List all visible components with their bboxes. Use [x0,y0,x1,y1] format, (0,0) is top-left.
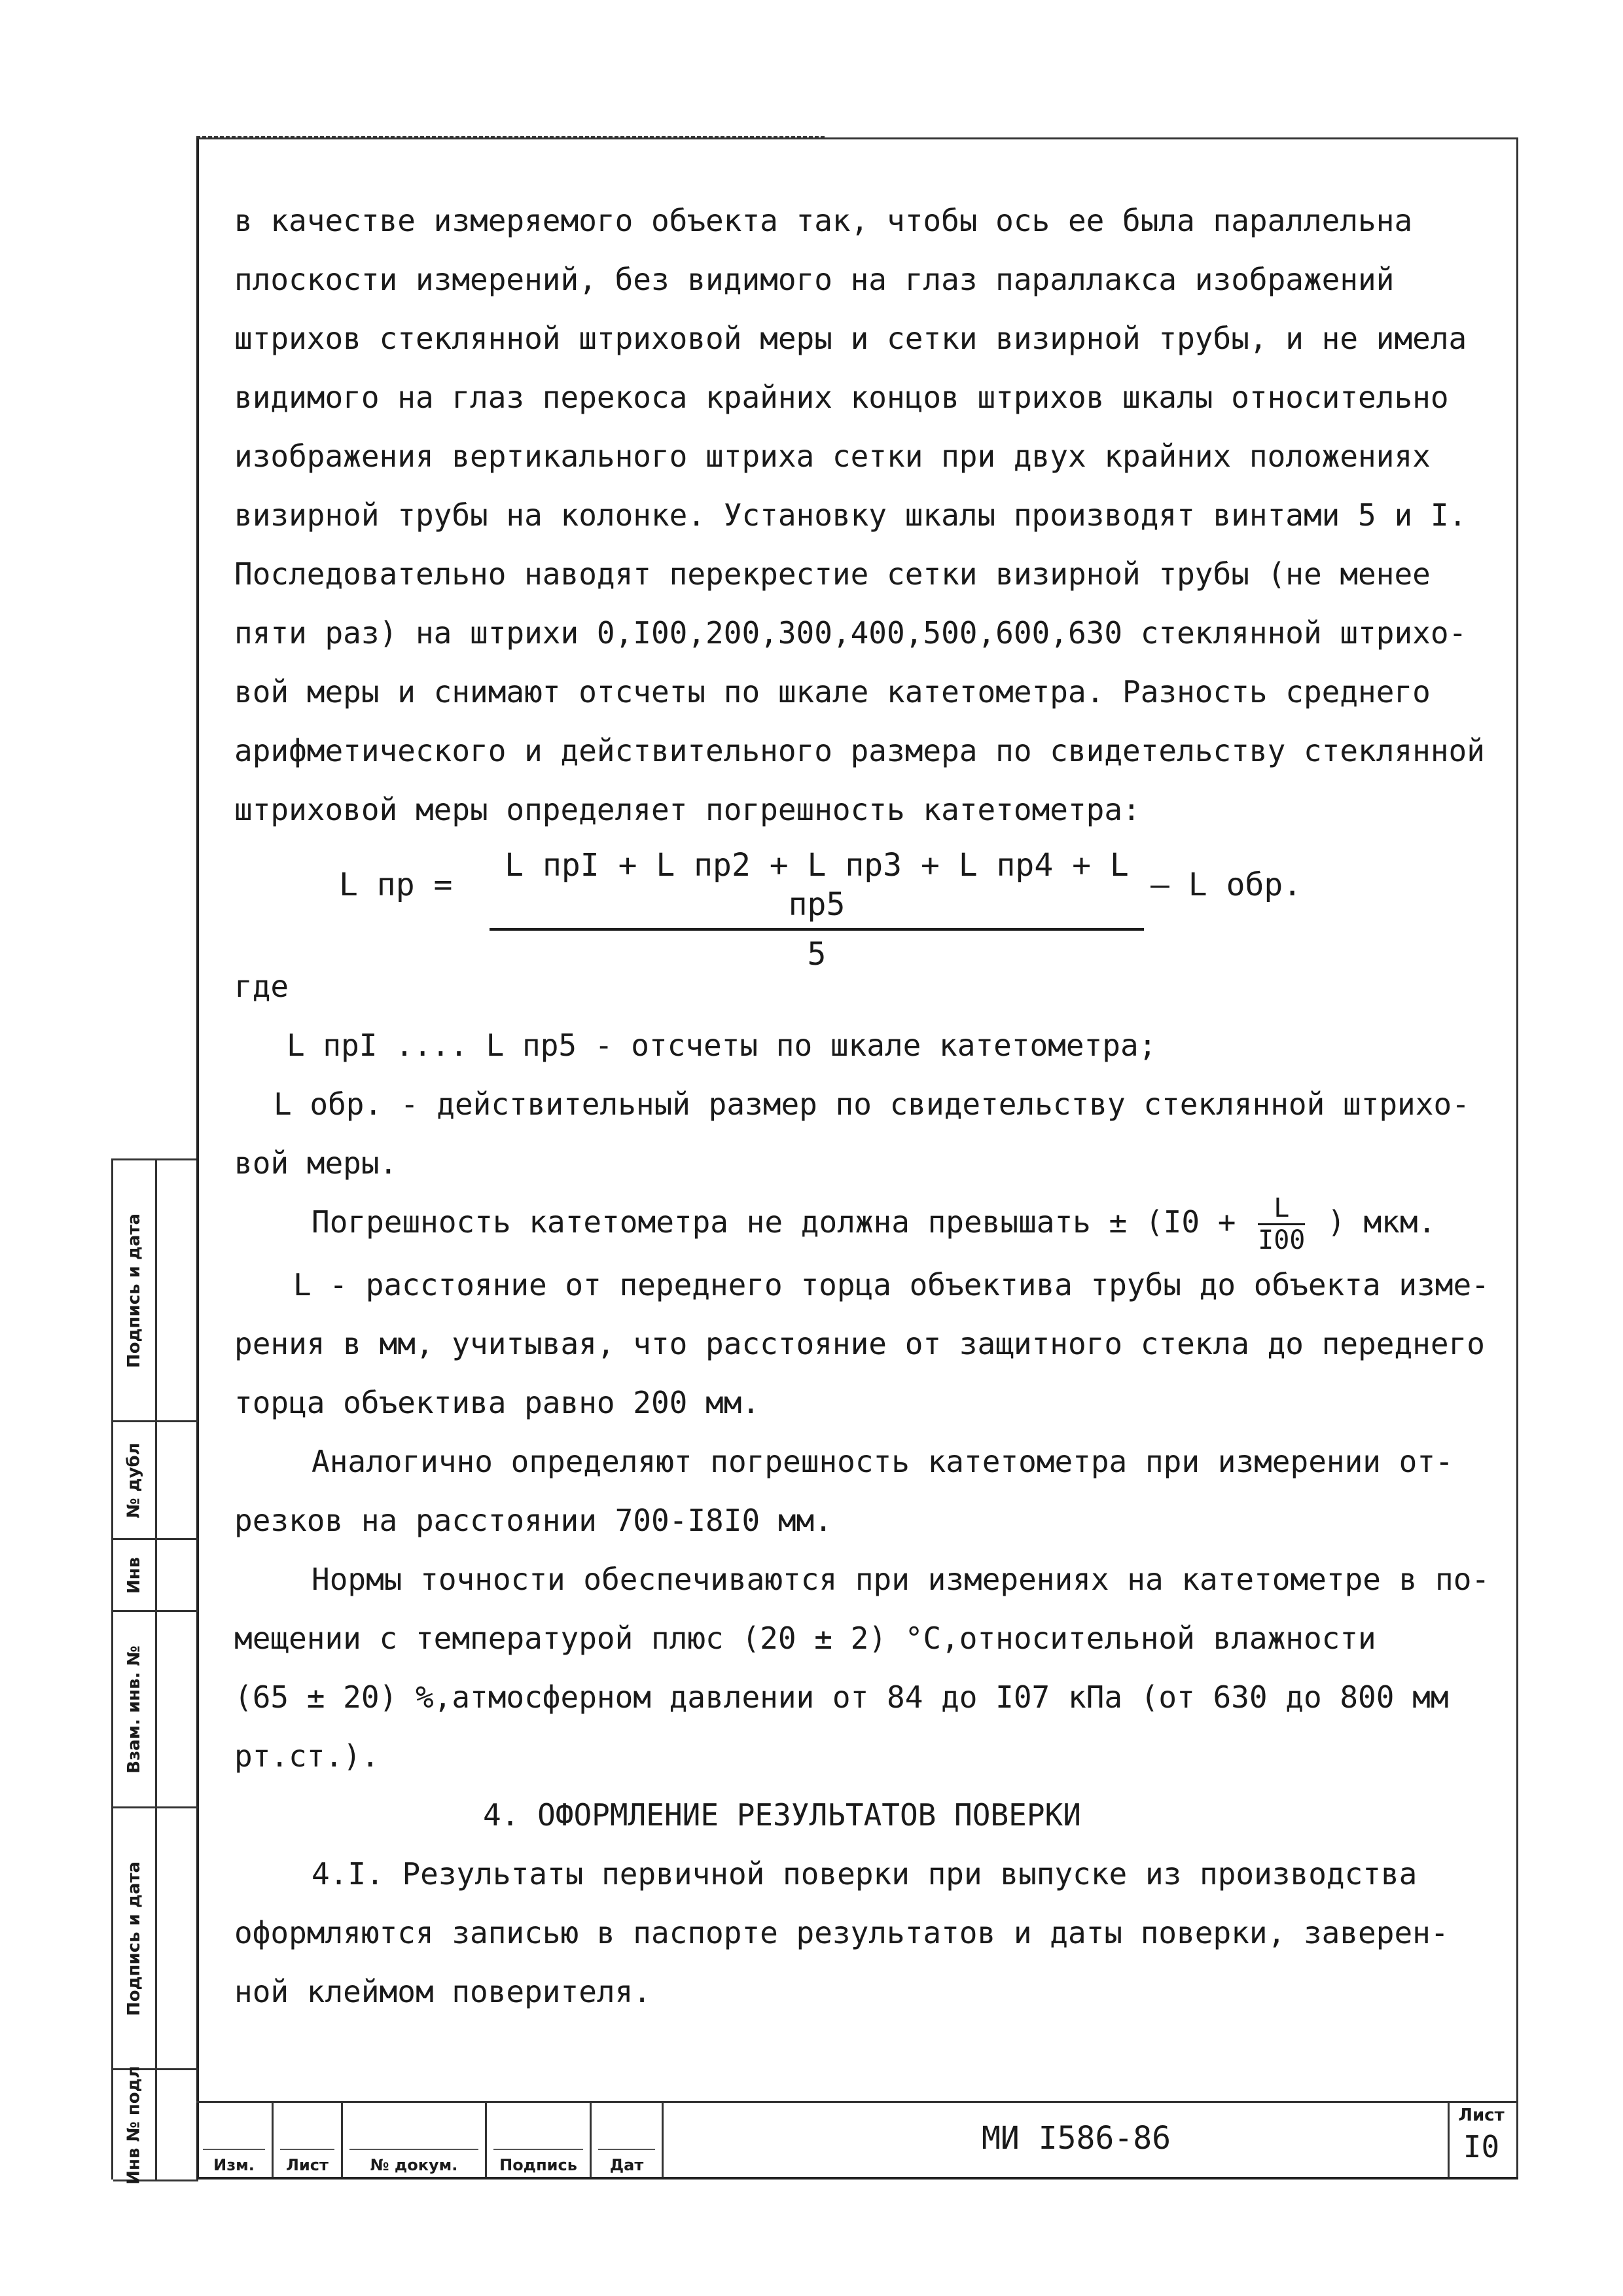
body-line: штриховой меры определяет погрешность катетометра: [234,792,1141,827]
definition-reference: L обр. - действительный размер по свидетельству стеклянной штрихо- [274,1086,1470,1122]
formula-denominator: 5 [807,936,827,973]
title-block [196,2101,1518,2179]
formula-lhs: L пр = [339,867,453,903]
analog-line: Аналогично определяют погрешность катетометра при измерении от- [312,1444,1454,1479]
error-limit-unit: ) мкм. [1327,1204,1436,1240]
side-label: Инв [124,1556,144,1594]
error-frac-denominator: I00 [1258,1225,1306,1255]
side-cell-inv [113,1540,198,1612]
where-label: где [234,969,289,1004]
sheet-number: I0 [1463,2129,1500,2164]
side-label: Инв № подл [124,2065,144,2185]
analog-line: резков на расстоянии 700-I8I0 мм. [234,1503,832,1538]
side-cell-inv-orig [113,2065,198,2185]
body-line: видимого на глаз перекоса крайних концов штрихов шкалы относительно [234,380,1449,415]
norms-line: мещении с температурой плюс (20 ± 2) °С,относительной влажности [234,1621,1376,1656]
distance-line: рения в мм, учитывая, что расстояние от защитного стекла до переднего [234,1326,1485,1361]
section-line: ной клеймом поверителя. [234,1974,651,2009]
side-label: Подпись и дата [124,1213,145,1368]
body-line: пяти раз) на штрихи 0,I00,200,300,400,500,600,630 стеклянной штрихо- [234,615,1467,651]
norms-line: (65 ± 20) %,атмосферном давлении от 84 до I07 кПа (от 630 до 800 мм [234,1679,1449,1715]
body-line: изображения вертикального штриха сетки при двух крайних положениях [234,439,1431,474]
tb-col-label: № докум. [370,2156,458,2174]
body-line: визирной трубы на колонке. Установку шкалы производят винтами 5 и I. [234,497,1467,533]
error-formula [234,839,1524,973]
side-cell-signature-date [113,1160,198,1422]
side-cell-dupl [113,1422,198,1540]
body-line: плоскости измерений, без видимого на глаз параллакса изображений [234,262,1395,297]
formula-fraction [490,846,1144,974]
distance-line: торца объектива равно 200 мм. [234,1385,760,1420]
formula-rhs: – L обр. [1150,867,1302,903]
sheet-number-box [1448,2103,1513,2177]
tb-col-label: Лист [286,2156,329,2174]
section-line: оформляются записью в паспорте результатов и даты поверки, заверен- [234,1915,1449,1950]
norms-line: Нормы точности обеспечиваются при измерениях на катетометре в по- [312,1562,1490,1597]
side-label: Подпись и дата [124,1861,145,2016]
tb-col-doc-no [343,2103,487,2177]
document-body [234,191,1524,2021]
sheet-label: Лист [1458,2106,1505,2125]
side-cell-signature-date-2 [113,1808,198,2070]
section-line: 4.I. Результаты первичной поверки при выпуске из производства [312,1856,1418,1892]
tb-col-label: Дат [609,2156,644,2174]
document-code: МИ I586-86 [982,2120,1171,2157]
error-limit-line [234,1193,1524,1255]
tb-col-label: Подпись [499,2156,577,2174]
body-line: вой меры и снимают отсчеты по шкале катетометра. Разность среднего [234,674,1431,709]
formula-numerator: L прI + L пр2 + L пр3 + L пр4 + L пр5 [490,846,1144,931]
side-cell-replace-inv [113,1612,198,1808]
error-frac-numerator: L [1258,1193,1305,1225]
tb-col-signature [487,2103,592,2177]
side-label: № дубл [124,1442,145,1518]
definition-readings: L прI .... L пр5 - отсчеты по шкале катетометра; [287,1028,1157,1063]
tb-col-label: Изм. [213,2156,255,2174]
error-limit-text: Погрешность катетометра не должна превышать ± (I0 + [312,1204,1236,1240]
section-heading: 4. ОФОРМЛЕНИЕ РЕЗУЛЬТАТОВ ПОВЕРКИ [483,1797,1081,1833]
tb-col-sheet [274,2103,343,2177]
tb-col-date [592,2103,664,2177]
body-line: в качестве измеряемого объекта так, чтобы ось ее была параллельна [234,203,1413,238]
tb-col-change [196,2103,274,2177]
body-line: Последовательно наводят перекрестие сетки визирной трубы (не менее [234,556,1431,592]
side-stamp-table [111,1158,196,2185]
error-limit-fraction [1258,1193,1305,1255]
body-line: арифметического и действительного размера по свидетельству стеклянной [234,733,1485,768]
distance-line: L - расстояние от переднего торца объектива трубы до объекта изме- [293,1267,1489,1302]
side-label: Взам. инв. № [124,1645,144,1774]
definition-reference-cont: вой меры. [234,1145,398,1181]
norms-line: рт.ст.). [234,1738,380,1774]
body-line: штрихов стеклянной штриховой меры и сетки визирной трубы, и не имела [234,321,1467,356]
